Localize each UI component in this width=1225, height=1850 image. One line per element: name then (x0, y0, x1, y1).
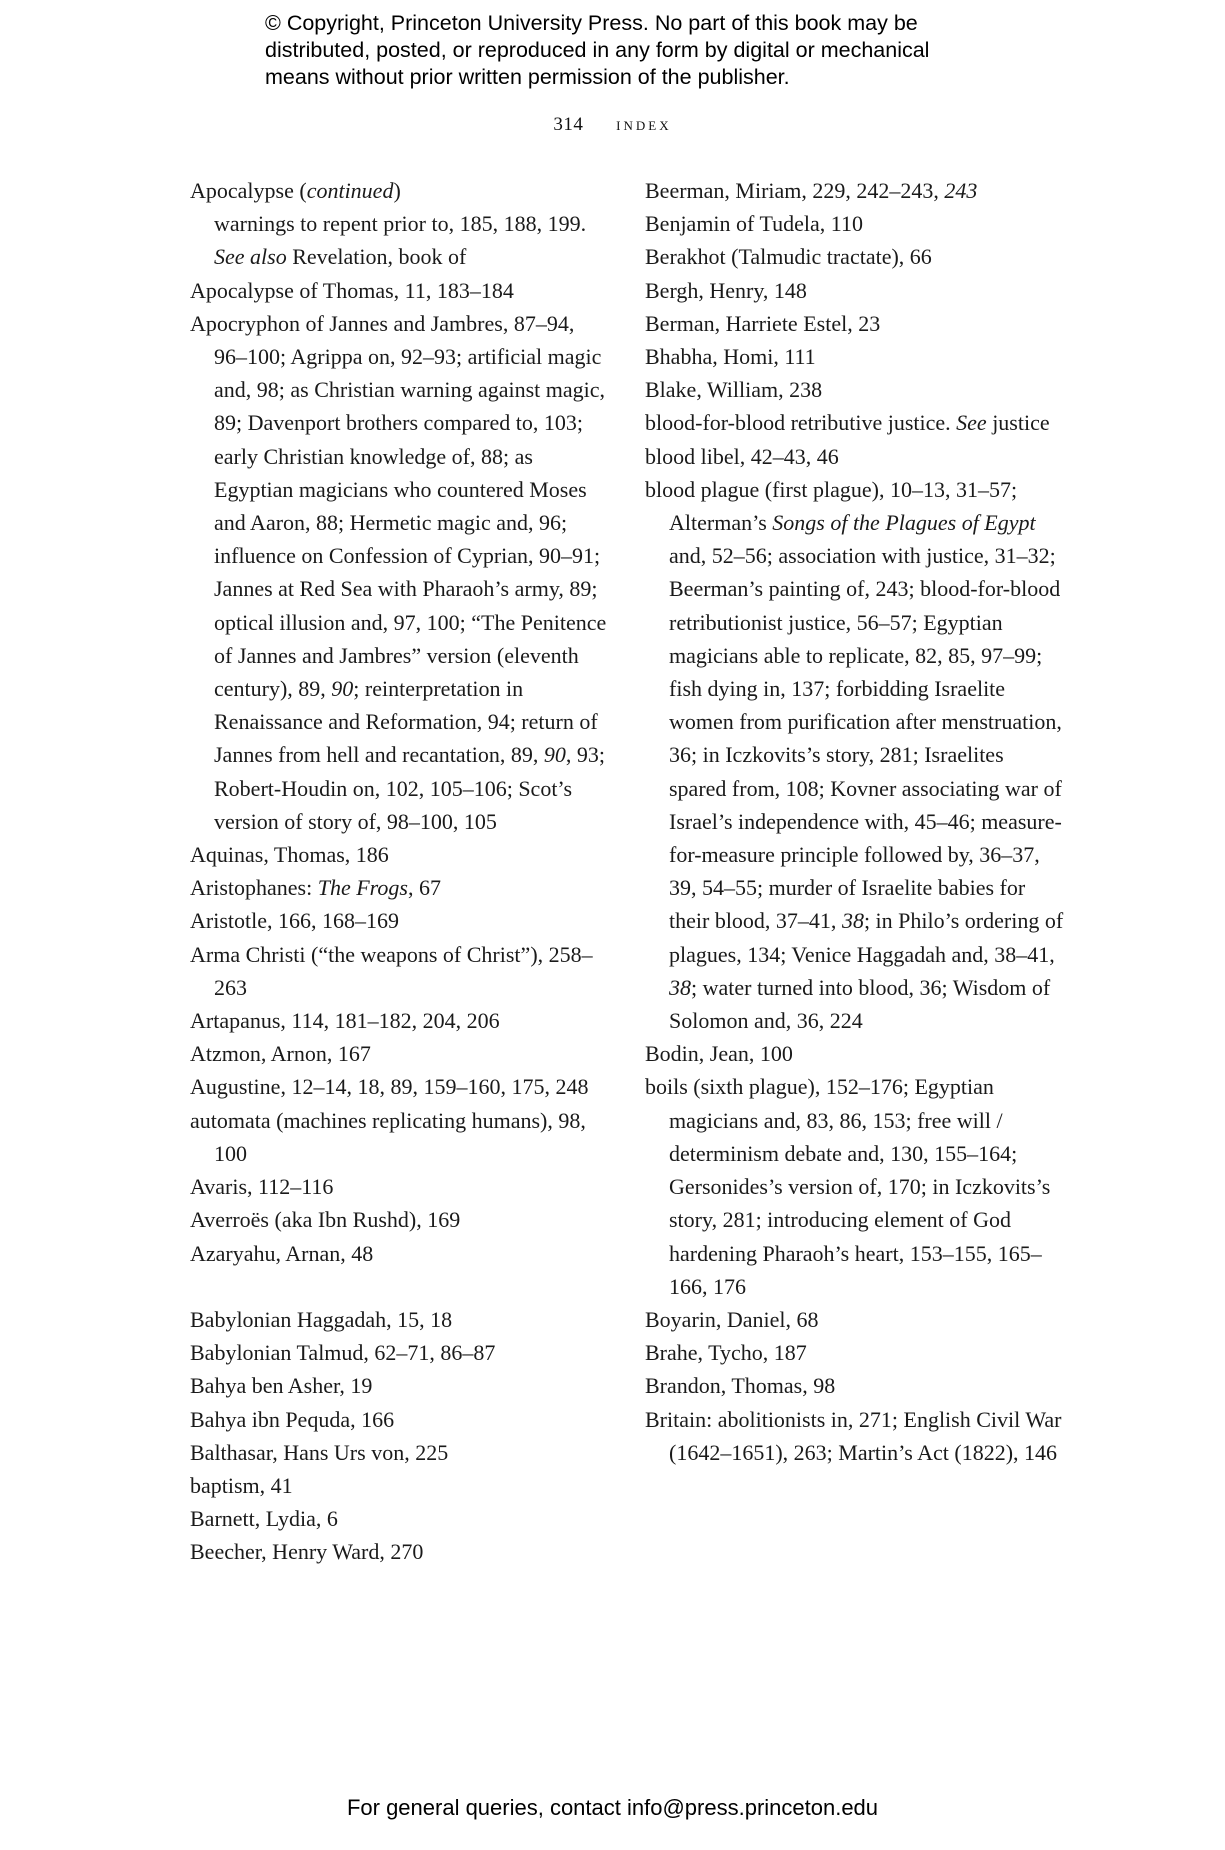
index-entry: Apocryphon of Jannes and Jambres, 87–94, 96–100; Agrippa on, 92–93; artificial magic and, 98; as Christian warning against magic, 89; Davenport brothers compared to, 103; early Christian knowledge of, 88; as Egyptian magicians who countered Moses and Aaron, 88; Hermetic magic and, 96; influence on Confession of Cyprian, 90–91; Jannes at Red Sea with Pharaoh’s army, 89; optical illusion and, 97, 100; “The Penitence of Jannes and Jambres” version (eleventh century), 89, 90; reinterpretation in Renaissance and Reformation, 94; return of Jannes from hell and recantation, 89, 90, 93; Robert-Houdin on, 102, 105–106; Scot’s version of story of, 98–100, 105 (190, 310, 607, 834)
index-entry: Artapanus, 114, 181–182, 204, 206 (190, 1008, 500, 1034)
running-title: index (616, 114, 672, 135)
index-entry: Brandon, Thomas, 98 (645, 1373, 836, 1399)
index-entry: Balthasar, Hans Urs von, 225 (190, 1439, 449, 1465)
index-entry: Bodin, Jean, 100 (645, 1041, 793, 1067)
index-entry: Bahya ibn Pequda, 166 (190, 1406, 395, 1432)
index-entry: Benjamin of Tudela, 110 (645, 211, 863, 237)
index-entry: Barnett, Lydia, 6 (190, 1506, 338, 1532)
index-entry: boils (sixth plague), 152–176; Egyptian magicians and, 83, 86, 153; free will / determinism debate and, 130, 155–164; Gersonides’s version of, 170; in Iczkovits’s story, 281; introducing element of God hardening Pharaoh’s heart, 153–155, 165–166, 176 (645, 1074, 1051, 1299)
index-entry: Atzmon, Arnon, 167 (190, 1041, 371, 1067)
index-entry: Beerman, Miriam, 229, 242–243, 243 (645, 178, 978, 203)
index-entry: blood-for-blood retributive justice. See justice (645, 410, 1050, 436)
index-entry: Berman, Harriete Estel, 23 (645, 310, 881, 336)
footer-contact: For general queries, contact info@press.princeton.edu (346, 1795, 879, 1820)
index-entry: Berakhot (Talmudic tractate), 66 (645, 244, 932, 270)
page-number: 314 (553, 114, 584, 135)
index-entry: Babylonian Haggadah, 15, 18 (190, 1306, 453, 1332)
index-entry: Aristotle, 166, 168–169 (190, 908, 399, 934)
index-entry: Aquinas, Thomas, 186 (190, 842, 389, 868)
index-entry: Bahya ben Asher, 19 (190, 1373, 373, 1399)
index-entry: Bergh, Henry, 148 (645, 277, 807, 303)
index-column-right (645, 174, 1065, 1469)
copyright-line: distributed, posted, or reproduced in any form by digital or mechanical (265, 38, 930, 62)
index-entry: Arma Christi (“the weapons of Christ”), 258–263 (190, 941, 593, 1000)
index-entry: Brahe, Tycho, 187 (645, 1340, 807, 1366)
index-subentry: See also Revelation, book of (214, 244, 467, 270)
index-entry: Augustine, 12–14, 18, 89, 159–160, 175, 248 (190, 1074, 589, 1100)
index-entry: automata (machines replicating humans), 98, 100 (190, 1107, 586, 1166)
index-entry: Boyarin, Daniel, 68 (645, 1306, 819, 1332)
index-entry: Blake, William, 238 (645, 377, 823, 403)
index-entry: Apocalypse of Thomas, 11, 183–184 (190, 277, 514, 303)
index-entry: blood libel, 42–43, 46 (645, 443, 839, 469)
index-subentry: warnings to repent prior to, 185, 188, 199. (214, 211, 587, 237)
index-entry: Babylonian Talmud, 62–71, 86–87 (190, 1340, 496, 1366)
copyright-line: means without prior written permission of the publisher. (265, 65, 790, 89)
index-entry: Averroës (aka Ibn Rushd), 169 (190, 1207, 461, 1233)
index-entry: Britain: abolitionists in, 271; English Civil War (1642–1651), 263; Martin’s Act (1822), 146 (645, 1406, 1062, 1465)
index-entry: blood plague (first plague), 10–13, 31–57; Alterman’s Songs of the Plagues of Egypt and, 52–56; association with justice, 31–32; Beerman’s painting of, 243; blood-for-blood retributionist justice, 56–57; Egyptian magicians able to replicate, 82, 85, 97–99; fish dying in, 137; forbidding Israelite women from purification after menstruation, 36; in Iczkovits’s story, 281; Israelites spared from, 108; Kovner associating war of Israel’s independence with, 45–46; measure-for-measure principle followed by, 36–37, 39, 54–55; murder of Israelite babies for their blood, 37–41, 38; in Philo’s ordering of plagues, 134; Venice Haggadah and, 38–41, 38; water turned into blood, 36; Wisdom of Solomon and, 36, 224 (645, 476, 1064, 1034)
index-entry: Azaryahu, Arnan, 48 (190, 1240, 374, 1266)
index-entry: Beecher, Henry Ward, 270 (190, 1539, 424, 1565)
index-entry: Avaris, 112–116 (190, 1174, 334, 1200)
letter-group-spacer (190, 1270, 610, 1303)
running-head (0, 114, 1225, 136)
index-column-left (190, 174, 610, 1569)
index-entry: baptism, 41 (190, 1472, 293, 1498)
index-entry: Apocalypse (continued) (190, 178, 401, 203)
copyright-notice (265, 10, 1005, 91)
index-entry: Bhabha, Homi, 111 (645, 344, 816, 370)
copyright-line: © Copyright, Princeton University Press. No part of this book may be (265, 11, 918, 35)
index-entry: Aristophanes: The Frogs, 67 (190, 875, 441, 901)
